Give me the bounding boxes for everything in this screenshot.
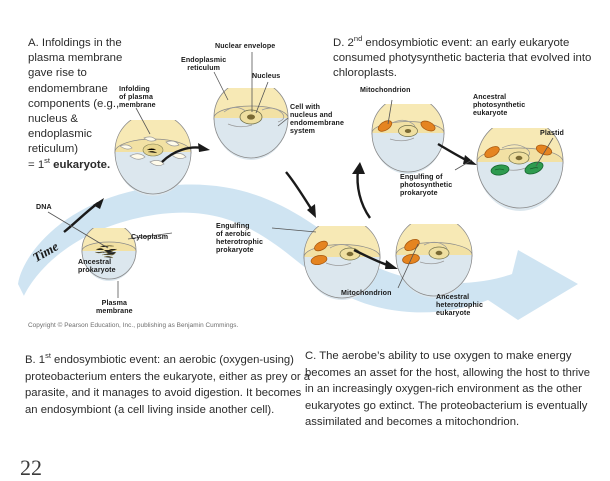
arrow-prokaryote-to-infolding [60, 196, 108, 236]
arrow-engulfing-to-heterotrophic [352, 246, 400, 272]
cell-ancestral-photosynthetic-eukaryote [472, 128, 568, 212]
cell-with-nucleus-endomembrane [210, 88, 292, 162]
label-endoplasmic-reticulum: Endoplasmic reticulum [181, 56, 227, 73]
panel-d-text: D. 2nd endosymbiotic event: an early eukaryote consumed photysynthetic bacteria that evolved into chloroplasts. [333, 34, 592, 80]
arrow-to-photosynthetic-eukaryote [436, 140, 480, 168]
label-time-axis: Time [30, 238, 61, 265]
panel-a-text: A. Infoldings in the plasma membrane gave rise to endomembrane components (e.g., nucleus & endoplasmic reticulum) = 1st eukaryote. [28, 37, 123, 171]
label-cell-with-nucleus-and-endomembrane-system: Cell with nucleus and endomembrane system [290, 103, 345, 136]
label-plasma-membrane: Plasma membrane [96, 299, 133, 316]
label-engulfing-of-aerobic-heterotrophic-prokaryote: Engulfing of aerobic heterotrophic prokaryote [216, 222, 264, 255]
panel-c-text: C. The aerobe’s ability to use oxygen to make energy becomes an asset for the host, allowing the host to thrive in an increasingly oxygen-rich environment as the other eukaryotes go extinct. The proteobacterium is eventually assimilated and becomes a mitochondrion. [305, 350, 591, 429]
label-engulfing-of-photosynthetic-prokaryote: Engulfing of photosynthetic prokaryote [400, 173, 453, 198]
label-nucleus: Nucleus [252, 72, 281, 80]
copyright-notice: Copyright © Pearson Education, Inc., publishing as Benjamin Cummings. [28, 322, 239, 329]
cell-ancestral-heterotrophic-eukaryote [392, 224, 476, 300]
arrow-heterotrophic-to-early-eukaryote [348, 160, 394, 222]
label-cytoplasm: Cytoplasm [131, 233, 169, 241]
arrow-nucleus-cell-to-engulfing [282, 168, 324, 220]
page-number: 22 [20, 455, 42, 480]
label-mitochondrion-bottom: Mitochondrion [341, 289, 392, 297]
label-dna: DNA [36, 203, 52, 211]
panel-b-text: B. 1st endosymbiotic event: an aerobic (oxygen-using) proteobacterium enters the eukaryote, either as prey or a parasite, and it manages to avoid digestion. It becomes an endosymbiont (a cell living inside another cell). [25, 351, 311, 416]
label-infolding-of-plasma-membrane: Infolding of plasma membrane [119, 85, 156, 110]
label-nuclear-envelope: Nuclear envelope [215, 42, 276, 50]
label-ancestral-heterotrophic-eukaryote: Ancestral heterotrophic eukaryote [436, 293, 484, 318]
label-plastid: Plastid [540, 129, 564, 137]
label-ancestral-photosynthetic-eukaryote: Ancestral photosynthetic eukaryote [473, 93, 526, 118]
label-mitochondrion-top: Mitochondrion [360, 86, 411, 94]
label-ancestral-prokaryote: Ancestral prokaryote [78, 258, 116, 275]
